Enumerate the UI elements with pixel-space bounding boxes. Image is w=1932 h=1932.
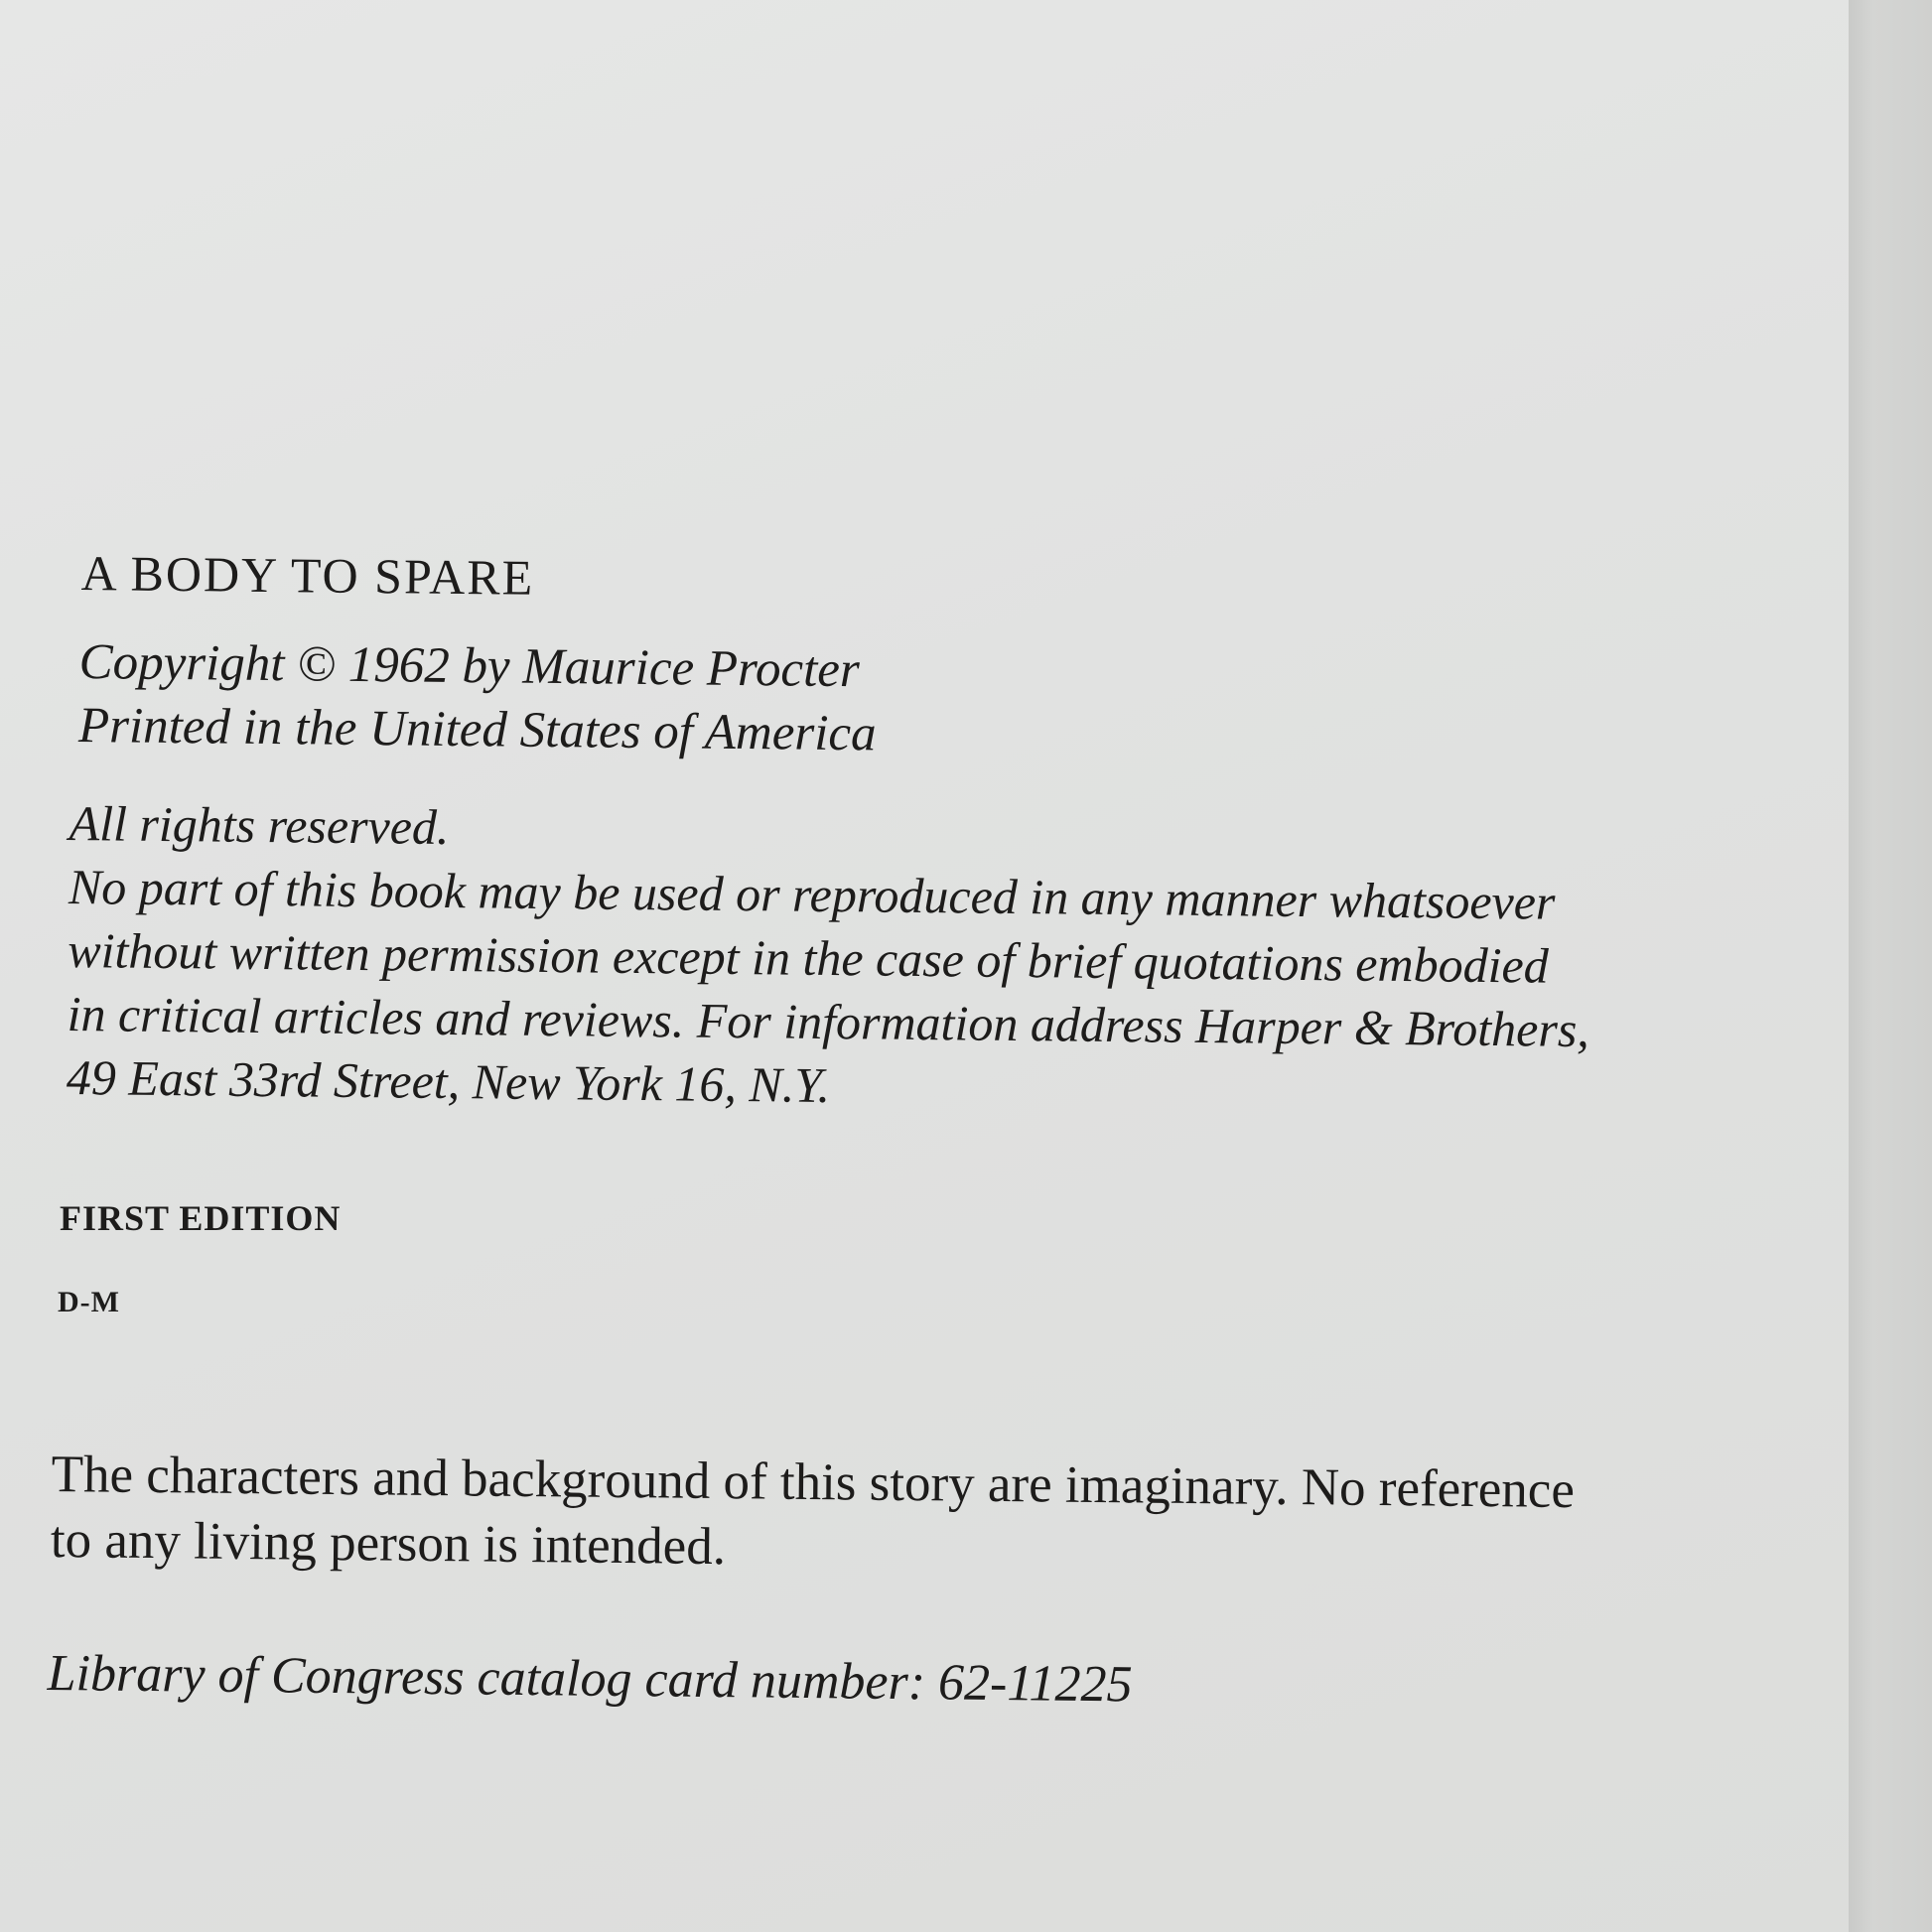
page-edge bbox=[1849, 0, 1932, 1932]
fiction-disclaimer bbox=[51, 1442, 1839, 1591]
disclaimer-line: The characters and background of this story are imaginary. No reference bbox=[51, 1445, 1576, 1520]
rights-line: No part of this book may be used or reproduced in any manner whatsoever bbox=[68, 858, 1556, 930]
rights-line: in critical articles and reviews. For information address Harper & Brothers, bbox=[67, 985, 1590, 1058]
printing-code: D-M bbox=[58, 1286, 120, 1318]
catalog-number: Library of Congress catalog card number: 62-11225 bbox=[47, 1645, 1133, 1714]
rights-line: 49 East 33rd Street, New York 16, N.Y. bbox=[66, 1048, 831, 1114]
edition-label: FIRST EDITION bbox=[60, 1198, 342, 1238]
copyright-line: Copyright © 1962 by Maurice Procter bbox=[78, 633, 861, 699]
rights-notice bbox=[67, 791, 1592, 1125]
rights-line: All rights reserved. bbox=[69, 794, 450, 856]
rights-line: without written permission except in the case of brief quotations embodied bbox=[68, 921, 1550, 994]
book-title: A BODY TO SPARE bbox=[80, 544, 535, 606]
copyright-notice bbox=[78, 630, 878, 765]
printed-in-line: Printed in the United States of America bbox=[77, 697, 877, 762]
disclaimer-line: to any living person is intended. bbox=[50, 1510, 727, 1577]
